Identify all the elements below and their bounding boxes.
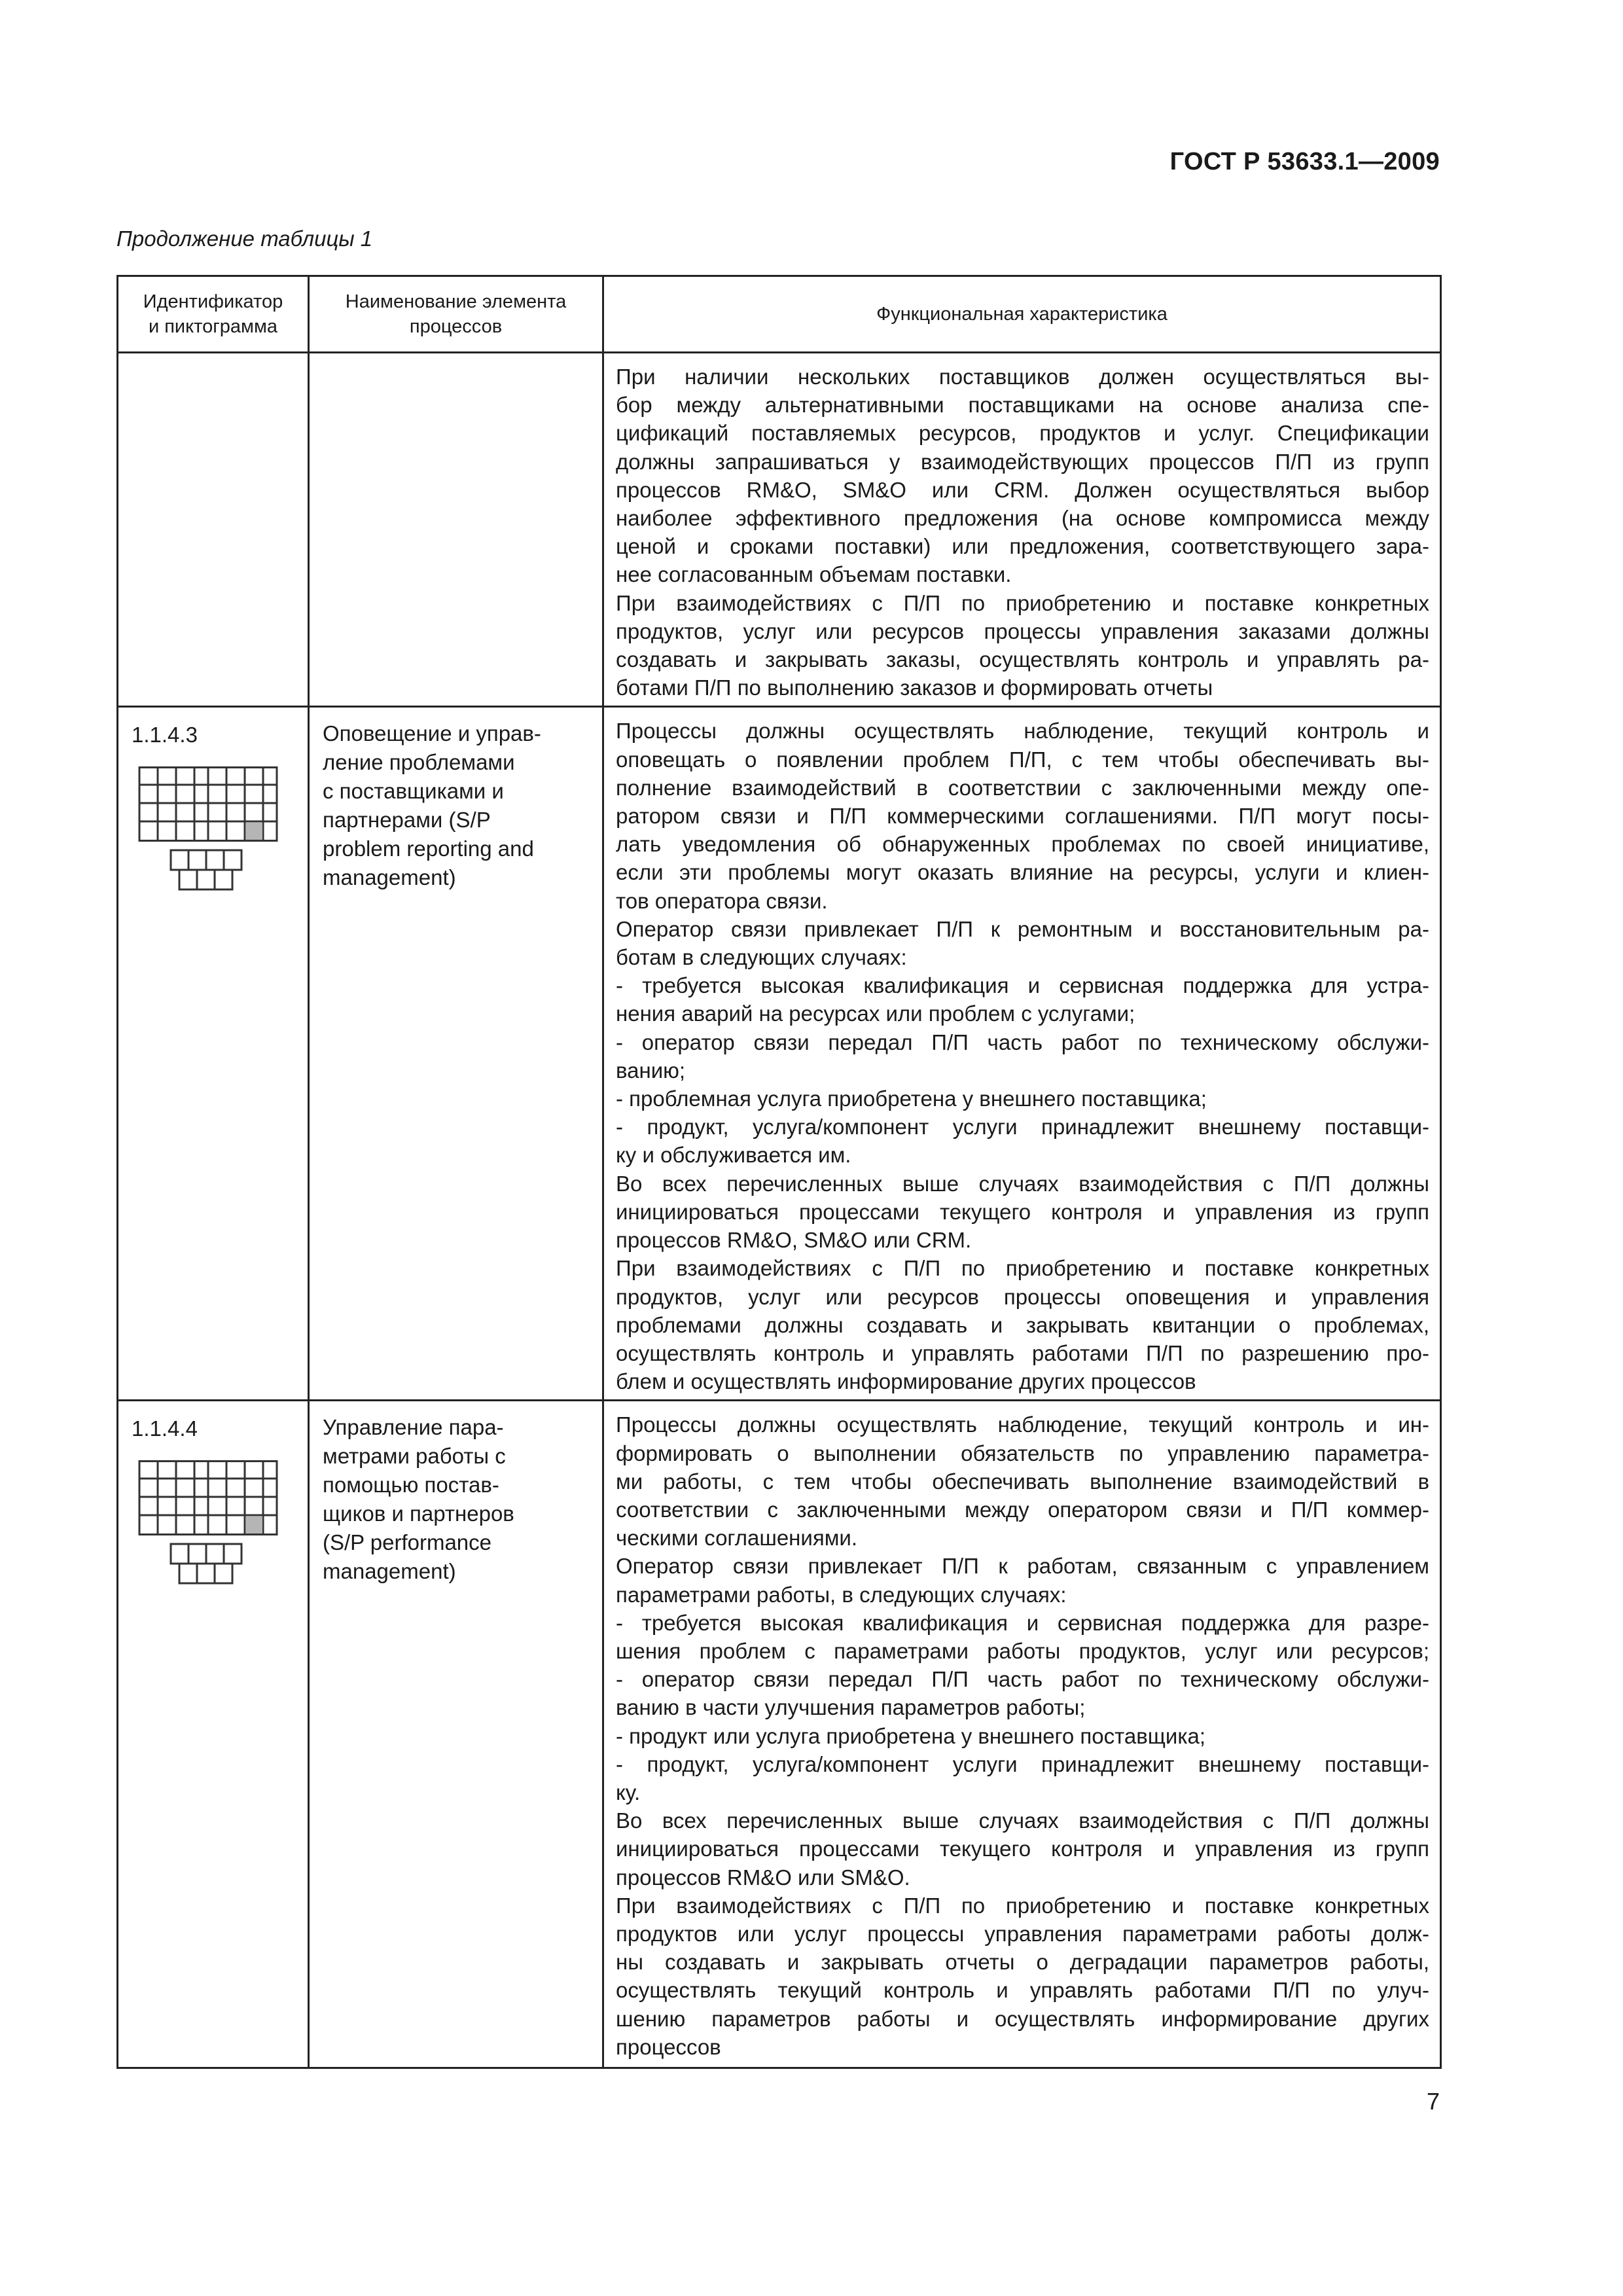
table-row <box>118 353 1441 707</box>
table-row <box>118 707 1441 1401</box>
column-header-name: Наименование элемента процессов <box>309 276 603 353</box>
description-cell: При наличии нескольких поставщиков должен осуществляться вы- бор между альтернативными поставщиками на основе анализа спе- цификаций поставляемых ресурсов, продуктов и услуг. Спецификации должны запрашиваться у взаимодействующих процессов П/П из групп процессов RM&O, SM&O или CRM. Должен осуществляться выбор наиболее эффективного предложения (на основе компромисса между ценой и сроками поставки) или предложения, соответствующего зара- нее согласованным объемам поставки. При взаимодействиях с П/П по приобретению и поставке конкретных продуктов, услуг или ресурсов процессы управления заказами должны создавать и закрывать заказы, осуществлять контроль и управлять ра- ботами П/П по выполнению заказов и формировать отчеты <box>603 353 1441 707</box>
name-cell <box>309 353 603 707</box>
column-header-function: Функциональная характеристика <box>603 276 1441 353</box>
document-number: ГОСТ Р 53633.1—2009 <box>1169 148 1440 175</box>
table-row <box>118 1401 1441 2068</box>
identifier-cell <box>118 1401 309 2068</box>
table-header-row <box>118 276 1441 353</box>
description-cell: Процессы должны осуществлять наблюдение, текущий контроль и ин- формировать о выполнении обязательств по управлению параметра- ми работы, с тем чтобы обеспечивать выполнение взаимодействий в соответствии с заключенными между оператором связи и П/П коммер- ческими соглашениями. Оператор связи привлекает П/П к работам, связанным с управлением параметрами работы, в следующих случаях: - требуется высокая квалификация и сервисная поддержка для разре- шения проблем с параметрами работы продуктов, услуг или ресурсов; - оператор связи передал П/П часть работ по техническому обслужи- ванию в части улучшения параметров работы; - продукт или услуга приобретена у внешнего поставщика; - продукт, услуга/компонент услуги принадлежит внешнему поставщи- ку. Во всех перечисленных выше случаях взаимодействия с П/П должны инициироваться процессами текущего контроля и управления из групп процессов RM&O или SM&O. При взаимодействиях с П/П по приобретению и поставке конкретных продуктов или услуг процессы управления параметрами работы долж- ны создавать и закрывать отчеты о деградации параметров работы, осуществлять текущий контроль и управлять работами П/П по улуч- шению параметров работы и осуществлять информирование других процессов <box>603 1401 1441 2068</box>
table-caption: Продолжение таблицы 1 <box>116 226 373 251</box>
description-cell: Процессы должны осуществлять наблюдение, текущий контроль и оповещать о появлении проблем П/П, с тем чтобы обеспечивать вы- полнение взаимодействий в соответствии с заключенными между опе- ратором связи и П/П коммерческими соглашениями. П/П могут посы- лать уведомления об обнаруженных проблемах по своей инициативе, если эти проблемы могут оказать влияние на ресурсы, услуги и клиен- тов оператора связи. Оператор связи привлекает П/П к ремонтным и восстановительным ра- ботам в следующих случаях: - требуется высокая квалификация и сервисная поддержка для устра- нения аварий на ресурсах или проблем с услугами; - оператор связи передал П/П часть работ по техническому обслужи- ванию; - проблемная услуга приобретена у внешнего поставщика; - продукт, услуга/компонент услуги принадлежит внешнему поставщи- ку и обслуживается им. Во всех перечисленных выше случаях взаимодействия с П/П должны инициироваться процессами текущего контроля и управления из групп процессов RM&O, SM&O или CRM. При взаимодействиях с П/П по приобретению и поставке конкретных продуктов, услуг или ресурсов процессы оповещения и управления проблемами должны создавать и закрывать квитанции о проблемах, осуществлять контроль и управлять работами П/П по разрешению про- блем и осуществлять информирование других процессов <box>603 707 1441 1401</box>
name-cell: Оповещение и управ- ление проблемами с поставщиками и партнерами (S/P problem reporting and management) <box>309 707 603 1401</box>
identifier-cell <box>118 353 309 707</box>
process-id: 1.1.4.4 <box>132 1416 198 1441</box>
process-pictogram-icon <box>132 1460 282 1591</box>
column-header-identifier: Идентификатор и пиктограмма <box>118 276 309 353</box>
process-table <box>116 275 1442 2069</box>
page-number: 7 <box>1426 2088 1440 2115</box>
process-pictogram-icon <box>132 766 282 897</box>
name-cell: Управление пара- метрами работы с помощью постав- щиков и партнеров (S/P performance management) <box>309 1401 603 2068</box>
identifier-cell <box>118 707 309 1401</box>
process-id: 1.1.4.3 <box>132 723 198 747</box>
